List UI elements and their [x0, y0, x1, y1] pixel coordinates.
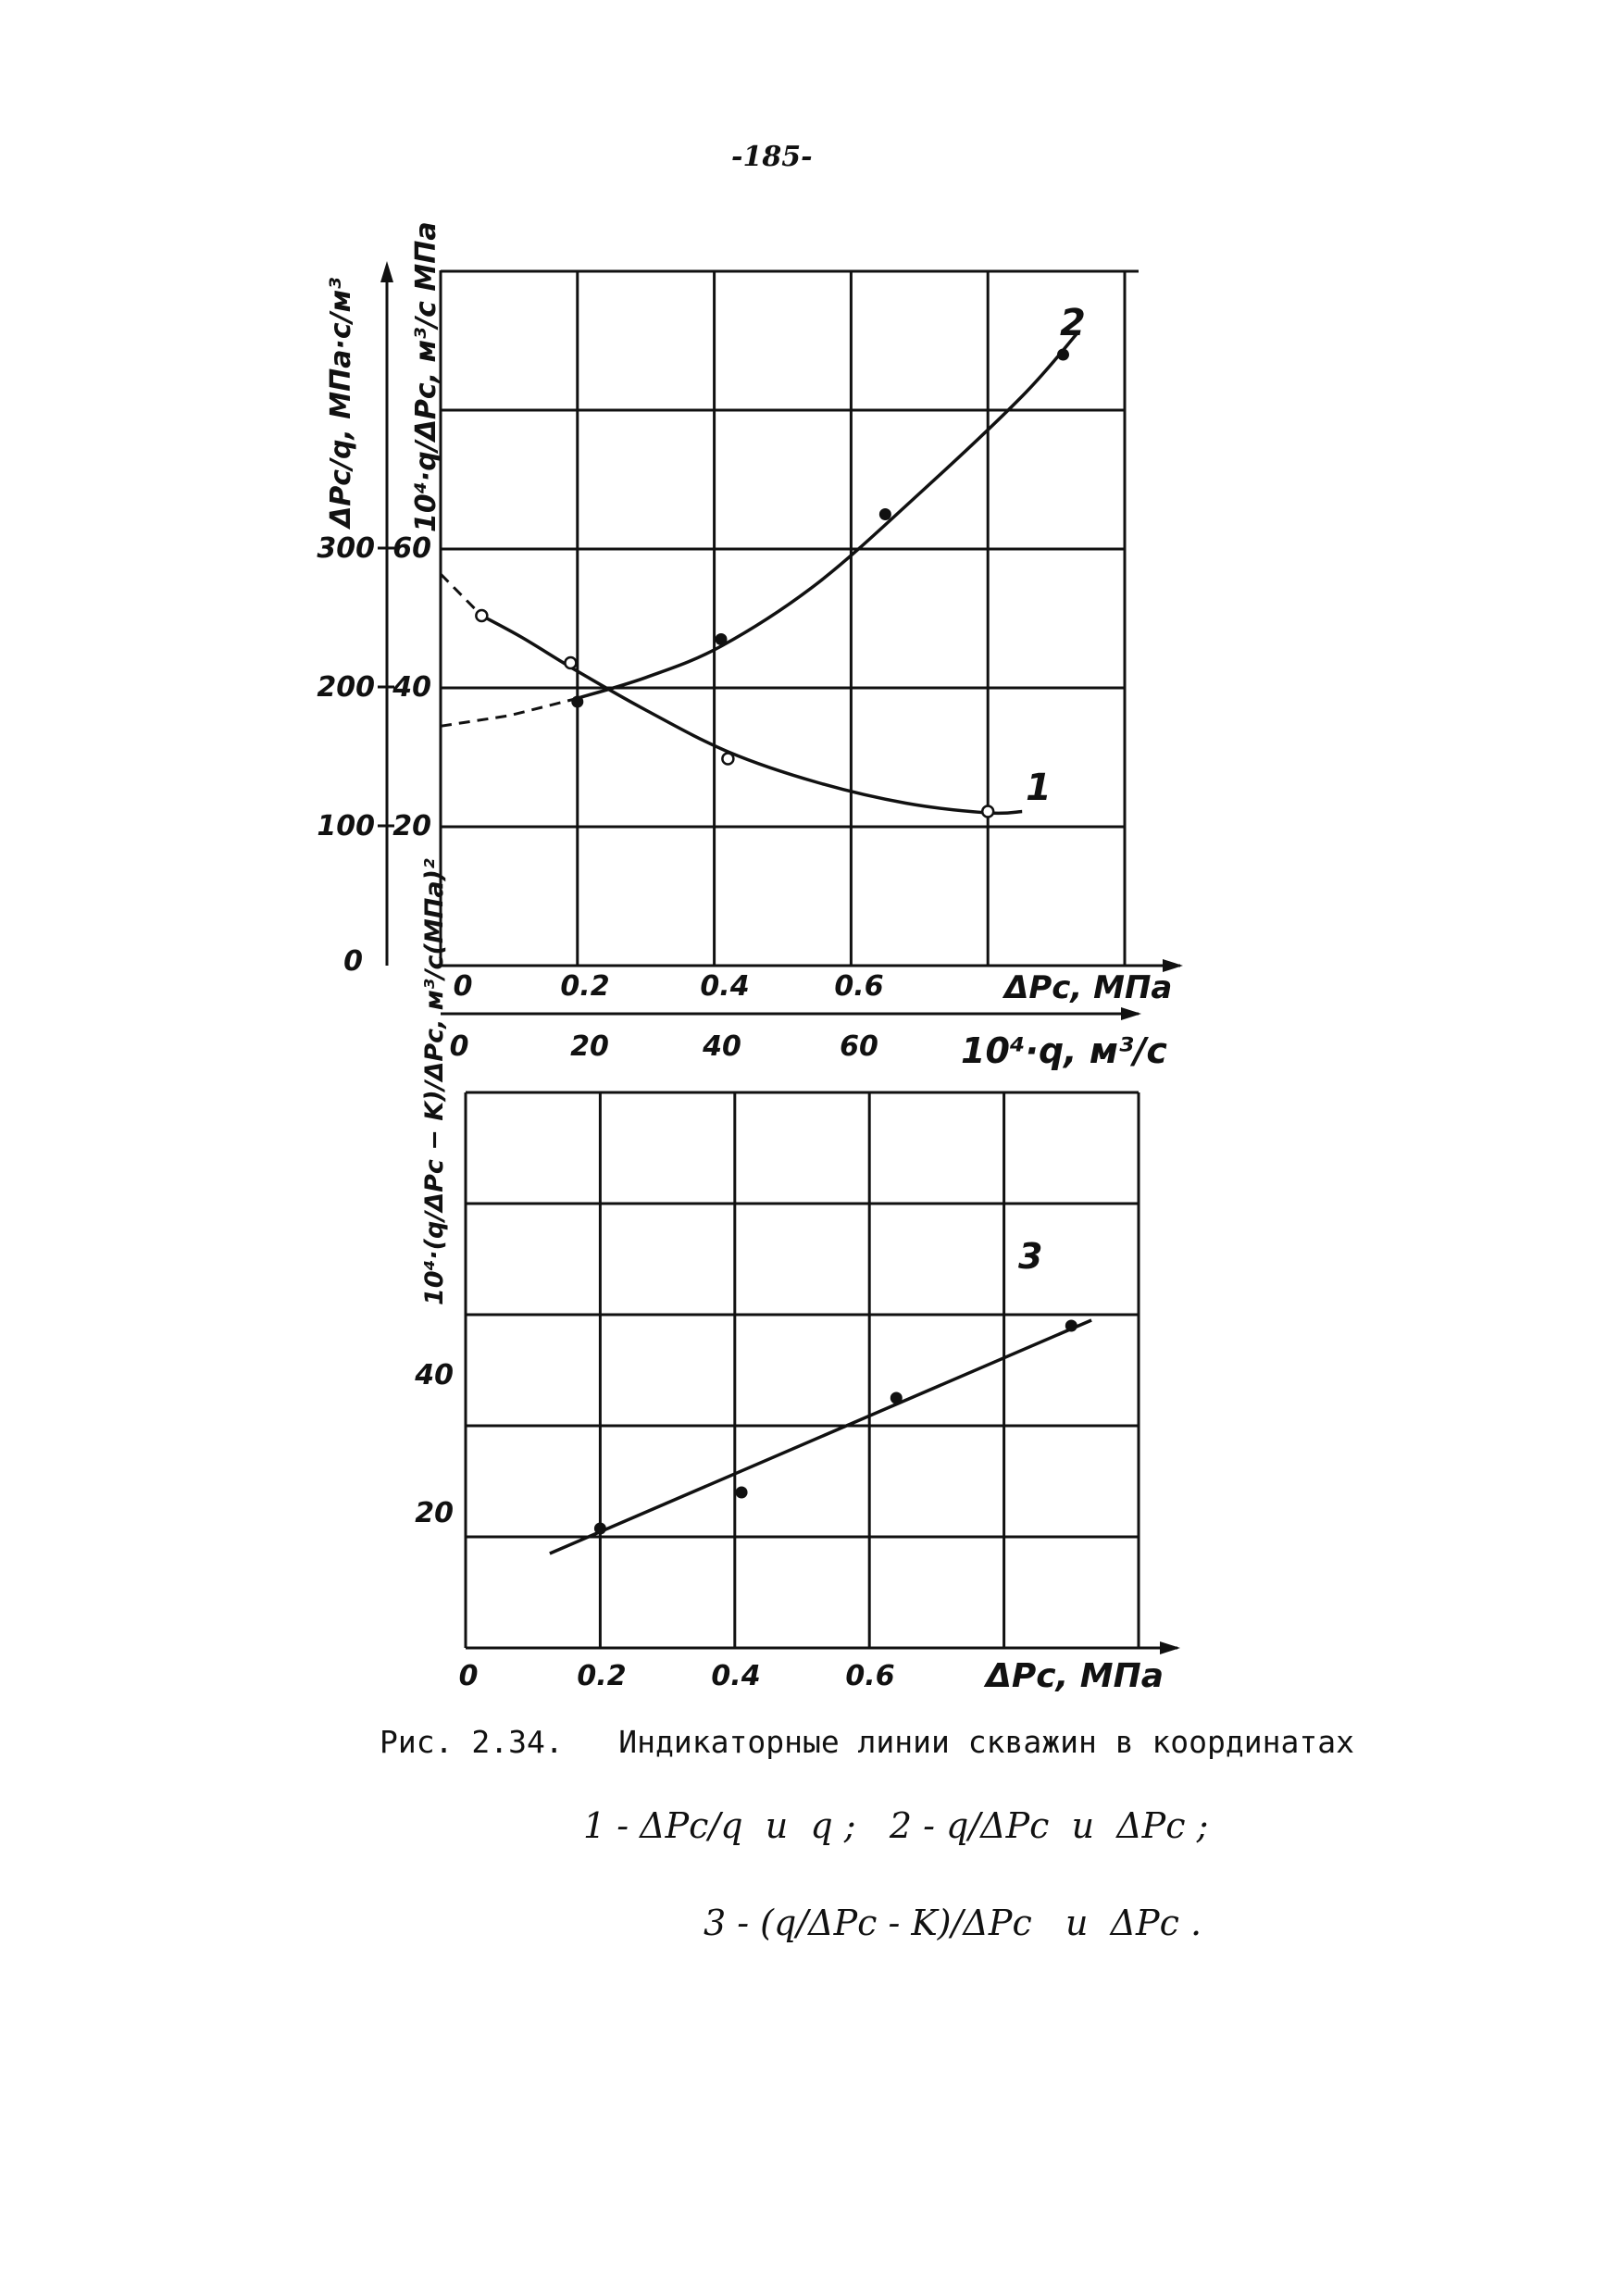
inner-y-tick-40: 40	[392, 671, 431, 704]
inner-y-tick-60: 60	[392, 532, 431, 565]
top-x-tick-0: 0	[453, 970, 473, 1003]
figure-caption: Рис. 2.34. Индикаторные линии скважин в координатах	[380, 1724, 1354, 1760]
series-1-extrapolation	[441, 574, 481, 616]
left-y-tick-200: 200	[317, 671, 375, 704]
series-3-fit-line	[550, 1320, 1091, 1554]
q-x-tick-40: 40	[703, 1030, 741, 1063]
series-1-point-3	[982, 806, 993, 817]
q-x-axis-arrow	[1121, 1007, 1141, 1020]
series-2-point-3	[1057, 349, 1069, 361]
bottom-chart-grid	[466, 1092, 1139, 1648]
left-y-axis-arrow	[380, 261, 393, 282]
bottom-y-tick-40: 40	[415, 1359, 454, 1391]
q-x-tick-20: 20	[570, 1030, 609, 1063]
caption-formula-line-1: 1 - ΔPc/q и q ; 2 - q/ΔPc и ΔPc ;	[583, 1805, 1209, 1846]
bottom-x-tick-0.4: 0.4	[711, 1660, 761, 1692]
inner-y-tick-20: 20	[392, 810, 431, 842]
q-x-axis-label: 10⁴·q, м³/с	[961, 1030, 1167, 1071]
series-1-point-1	[565, 657, 576, 668]
page-number: -185-	[731, 141, 813, 173]
bottom-x-axis-arrow	[1160, 1641, 1180, 1654]
series-2-point-1	[715, 633, 727, 645]
series-3-point-2	[890, 1392, 903, 1404]
left-y-tick-300: 300	[317, 532, 375, 565]
left-y-tick-100: 100	[317, 810, 375, 842]
bottom-x-axis-label: ΔPc, МПа	[986, 1657, 1164, 1695]
top-x-axis-label: ΔPc, МПа	[1004, 969, 1173, 1006]
top-chart-grid	[441, 271, 1139, 966]
top-x-tick-0.4: 0.4	[700, 970, 750, 1003]
series-3-point-0	[594, 1523, 606, 1535]
top-chart-curves	[441, 334, 1077, 817]
series-3-point-1	[736, 1487, 748, 1499]
q-x-tick-0: 0	[449, 1030, 469, 1063]
inner-y-axis-label: 10⁴·q/ΔPc, м³/с МПа	[410, 221, 442, 532]
bottom-y-axis-label: 10⁴·(q/ΔPc − K)/ΔPc, м³/с(МПа)²	[420, 858, 449, 1305]
series-1-point-2	[722, 754, 733, 765]
series-1-curve	[481, 616, 1022, 813]
left-y-tick-0: 0	[343, 945, 363, 978]
series-1-point-0	[476, 610, 487, 621]
bottom-chart-curves	[550, 1320, 1091, 1554]
series-label-1: 1	[1026, 767, 1052, 809]
q-x-tick-60: 60	[840, 1030, 878, 1063]
series-2-curve	[578, 334, 1077, 699]
bottom-x-tick-0.2: 0.2	[577, 1660, 627, 1692]
bottom-x-tick-0.6: 0.6	[845, 1660, 895, 1692]
series-3-point-3	[1065, 1320, 1077, 1332]
series-2-extrapolation	[441, 698, 578, 726]
caption-formula-line-2: 3 - (q/ΔPc - K)/ΔPc и ΔPc .	[704, 1903, 1202, 1943]
series-label-2: 2	[1060, 302, 1086, 344]
left-y-axis-label: ΔPc/q, МПа·с/м³	[325, 277, 357, 528]
series-2-point-0	[571, 696, 583, 708]
top-x-tick-0.2: 0.2	[560, 970, 610, 1003]
series-2-point-2	[879, 508, 891, 520]
top-x-tick-0.6: 0.6	[834, 970, 884, 1003]
series-label-3: 3	[1018, 1236, 1043, 1277]
bottom-y-tick-20: 20	[415, 1497, 454, 1529]
bottom-x-tick-0: 0	[458, 1660, 479, 1692]
